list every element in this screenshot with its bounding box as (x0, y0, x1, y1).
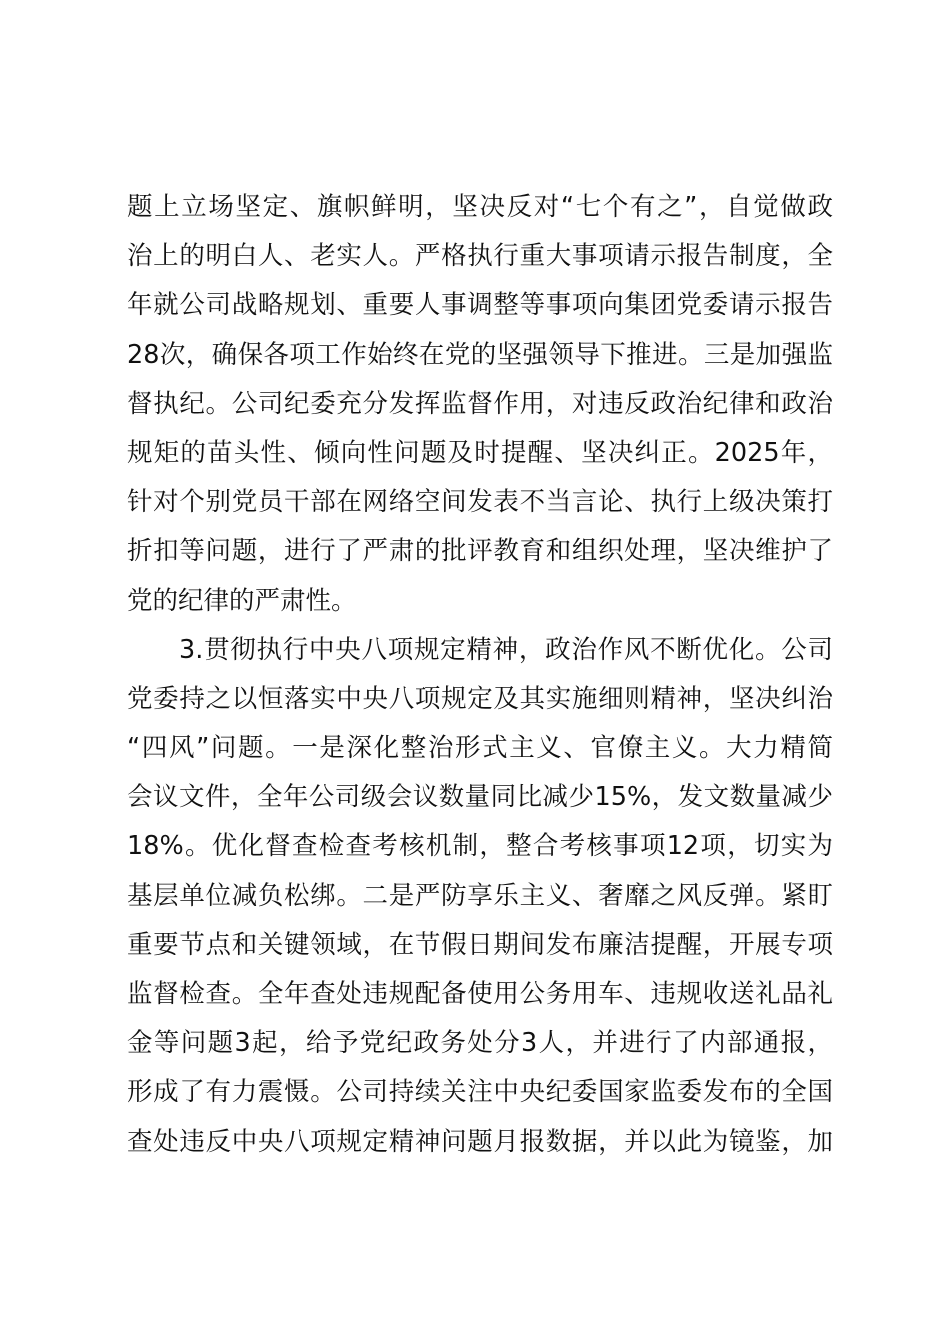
text-line: 形成了有力震慑。公司持续关注中央纪委国家监委发布的全国 (127, 1077, 833, 1108)
text-line: 查处违反中央八项规定精神问题月报数据，并以此为镜鉴，加 (127, 1126, 833, 1157)
text-line: 党委持之以恒落实中央八项规定及其实施细则精神，坚决纠治 (127, 683, 833, 714)
paragraph-political-discipline (127, 183, 833, 626)
text-line: 会议文件，全年公司级会议数量同比减少15%，发文数量减少 (127, 782, 833, 813)
text-line: 折扣等问题，进行了严肃的批评教育和组织处理，坚决维护了 (127, 536, 833, 567)
text-line: 治上的明白人、老实人。严格执行重大事项请示报告制度，全 (127, 241, 833, 272)
text-line: 年就公司战略规划、重要人事调整等事项向集团党委请示报告 (127, 290, 833, 321)
text-line: 监督检查。全年查处违规配备使用公务用车、违规收送礼品礼 (127, 979, 833, 1009)
text-line: 针对个别党员干部在网络空间发表不当言论、执行上级决策打 (127, 487, 833, 518)
text-line: 基层单位减负松绑。二是严防享乐主义、奢靡之风反弹。紧盯 (127, 880, 833, 911)
section-heading-line: 3.贯彻执行中央八项规定精神，政治作风不断优化。公司 (179, 634, 833, 665)
text-line: “四风”问题。一是深化整治形式主义、官僚主义。大力精简 (127, 733, 833, 764)
text-line: 28次，确保各项工作始终在党的坚强领导下推进。三是加强监 (127, 339, 833, 370)
text-line: 重要节点和关键领域，在节假日期间发布廉洁提醒，开展专项 (127, 929, 833, 960)
paragraph-eight-point-regulations (127, 626, 833, 1167)
text-line: 题上立场坚定、旗帜鲜明，坚决反对“七个有之”，自觉做政 (127, 192, 833, 222)
document-body (127, 183, 833, 1167)
text-line: 18%。优化督查检查考核机制，整合考核事项12项，切实为 (127, 831, 833, 862)
text-line: 督执纪。公司纪委充分发挥监督作用，对违反政治纪律和政治 (127, 388, 833, 419)
text-line: 党的纪律的严肃性。 (127, 585, 357, 616)
text-line: 规矩的苗头性、倾向性问题及时提醒、坚决纠正。2025年， (127, 437, 833, 468)
text-line: 金等问题3起，给予党纪政务处分3人，并进行了内部通报， (127, 1028, 833, 1059)
